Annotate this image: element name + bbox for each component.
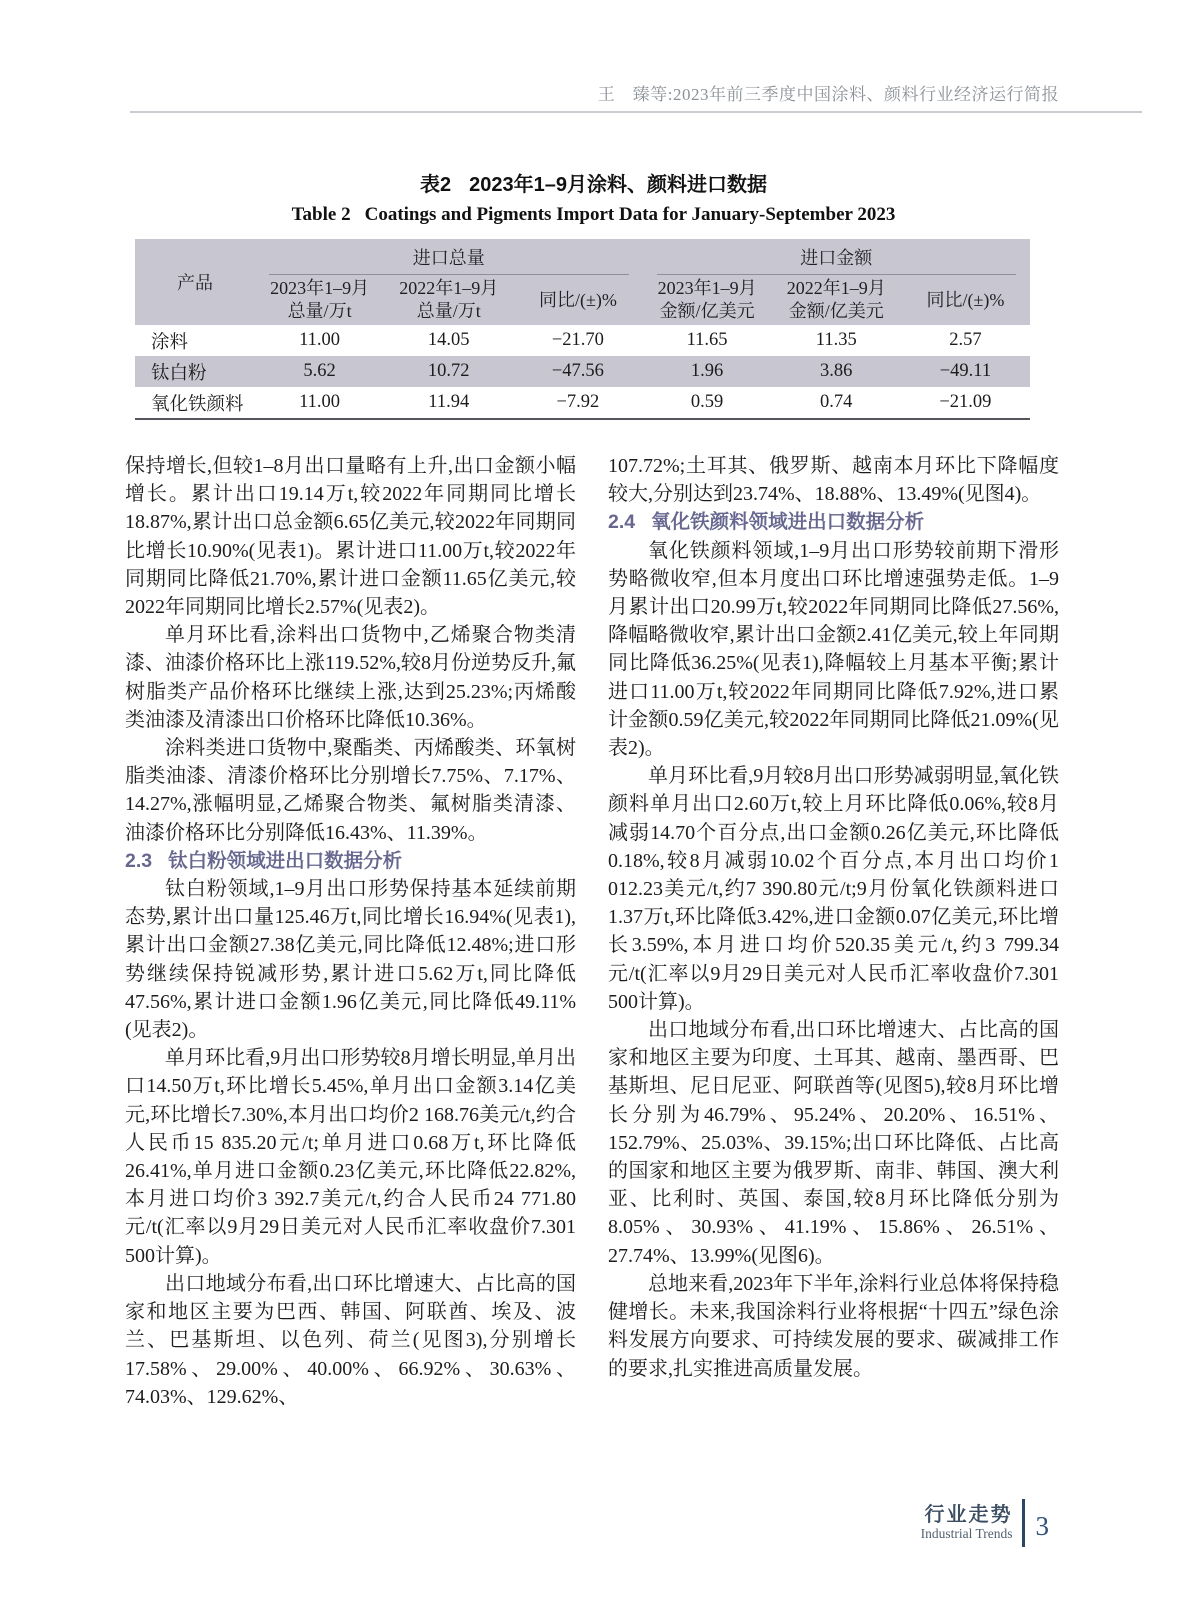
table-caption-en [125, 204, 1062, 226]
cell-value: 10.72 [427, 361, 470, 381]
paragraph: 钛白粉领域,1–9月出口形势保持基本延续前期态势,累计出口量125.46万t,同比增长16.94%(见表1),累计出口金额27.38亿美元,同比降低12.48%;进口形势继续保持锐减形势,累计进口5.62万t,同比降低47.56%,累计进口金额1.96亿美元,同比降低49.11%(见表2)。 [125, 878, 576, 1042]
cell-value: −21.70 [551, 330, 604, 350]
col-header-line: 金额/亿美元 [659, 301, 755, 321]
cell-value: −47.56 [551, 361, 604, 381]
cell-value: 11.00 [299, 392, 341, 412]
paragraph: 涂料类进口货物中,聚酯类、丙烯酸类、环氧树脂类油漆、清漆价格环比分别增长7.75%、7.17%、14.27%,涨幅明显,乙烯聚合物类、氟树脂类清漆、油漆价格环比分别降低16.43%、11.39%。 [125, 737, 576, 844]
col-group-import-value: 进口金额 [657, 239, 1017, 275]
left-column [125, 452, 576, 1411]
section-number: 2.3 [125, 849, 153, 872]
section-number: 2.4 [608, 511, 636, 534]
cell-value: 1.96 [690, 361, 724, 381]
cell-value: 3.86 [820, 361, 853, 381]
page-number: 3 [1035, 1511, 1049, 1541]
col-header-line: 同比/(±)% [926, 289, 1005, 310]
table-header [135, 239, 1030, 325]
table-caption-zh-text: 2023年1–9月涂料、颜料进口数据 [469, 174, 767, 196]
paragraph: 氧化铁颜料领域,1–9月出口形势较前期下滑形势略微收窄,但本月度出口环比增速强势走低。1–9月累计出口20.99万t,较2022年同期同比降低27.56%,降幅略微收窄,累计出口金额2.41亿美元,较上年同期同比降低36.25%(见表1),降幅较上月基本平衡;累计进口11.00万t,较2022年同期同比降低7.92%,进口累计金额0.59亿美元,较2022年同期同比降低21.09%(见表2)。 [608, 539, 1059, 760]
table-section [125, 168, 1062, 420]
cell-value: −7.92 [556, 392, 600, 412]
paragraph: 单月环比看,9月出口形势较8月增长明显,单月出口14.50万t,环比增长5.45%,单月出口金额3.14亿美元,环比增长7.30%,本月出口均价2 168.76美元/t,约合人民币15 835.20元/t;单月进口0.68万t,环比降低26.41%,单月进口金额0.23亿美元,环比降低22.82%,本月进口均价3 392.7美元/t,约合人民币24 771.80元/t(汇率以9月29日美元对人民币汇率收盘价7.301 500计算)。 [125, 1047, 576, 1267]
table-caption-zh [125, 168, 1062, 197]
col-header-line: 2023年1–9月 [657, 278, 757, 298]
running-head: 王 臻等:2023年前三季度中国涂料、颜料行业经济运行简报 [597, 85, 1059, 104]
article-body [125, 452, 1059, 1411]
col-header-2022-volume [384, 275, 513, 325]
cell-value: 0.59 [690, 392, 724, 412]
section-title: 钛白粉领域进出口数据分析 [168, 849, 403, 872]
cell-value: 11.35 [815, 330, 857, 350]
section-title: 氧化铁颜料领域进出口数据分析 [651, 511, 925, 534]
paragraph: 单月环比看,涂料出口货物中,乙烯聚合物类清漆、油漆价格环比上涨119.52%,较8月份逆势反升,氟树脂类产品价格环比继续上涨,达到25.23%;丙烯酸类油漆及清漆出口价格环比降低10.36%。 [125, 624, 576, 731]
cell-value: −21.09 [939, 392, 992, 412]
cell-value: 0.74 [820, 392, 853, 412]
row-product-name: 氧化铁颜料 [151, 394, 244, 415]
col-header-volume-yoy [513, 275, 642, 325]
col-header-line: 2022年1–9月 [399, 278, 499, 298]
table-row [135, 387, 1030, 418]
col-header-2023-value [643, 275, 772, 325]
section-heading-2-3 [125, 847, 576, 875]
page-footer [921, 1496, 1049, 1550]
cell-value: 11.65 [686, 330, 728, 350]
cell-value: 11.94 [428, 392, 470, 412]
cell-value: −49.11 [939, 361, 992, 381]
col-header-value-yoy [901, 275, 1030, 325]
table-caption-zh-label: 表2 [420, 174, 452, 196]
col-header-product: 产品 [177, 273, 213, 293]
section-heading-2-4 [608, 508, 1059, 536]
paragraph: 出口地域分布看,出口环比增速大、占比高的国家和地区主要为巴西、韩国、阿联酋、埃及、波兰、巴基斯坦、以色列、荷兰(见图3),分别增长17.58%、29.00%、40.00%、66.92%、30.63%、74.03%、129.62%、 [125, 1272, 576, 1408]
import-data-table [135, 239, 1030, 420]
paragraph: 单月环比看,9月较8月出口形势减弱明显,氧化铁颜料单月出口2.60万t,较上月环比降低0.06%,较8月减弱14.70个百分点,出口金额0.26亿美元,环比降低0.18%,较8月减弱10.02个百分点,本月出口均价1 012.23美元/t,约7 390.80元/t;9月份氧化铁颜料进口1.37万t,环比降低3.42%,进口金额0.07亿美元,环比增长3.59%,本月进口均价520.35美元/t,约3 799.34元/t(汇率以9月29日美元对人民币汇率收盘价7.301 500计算)。 [608, 765, 1059, 1013]
right-column [608, 452, 1059, 1411]
cell-value: 11.00 [299, 330, 341, 350]
footer-section-zh: 行业走势 [924, 1504, 1013, 1526]
col-group-import-volume: 进口总量 [269, 239, 629, 275]
cell-value: 2.57 [949, 330, 982, 350]
col-header-2023-volume [255, 275, 384, 325]
paragraph: 保持增长,但较1–8月出口量略有上升,出口金额小幅增长。累计出口19.14万t,较2022年同期同比增长18.87%,累计出口总金额6.65亿美元,较2022年同期同比增长10.90%(见表1)。累计进口11.00万t,较2022年同期同比降低21.70%,累计进口金额11.65亿美元,较2022年同期同比增长2.57%(见表2)。 [125, 455, 576, 619]
col-header-line: 2023年1–9月 [270, 278, 370, 298]
col-header-line: 同比/(±)% [538, 289, 617, 310]
row-product-name: 钛白粉 [151, 363, 207, 384]
footer-divider-bar [1022, 1499, 1025, 1547]
table-caption-en-label: Table 2 [291, 204, 351, 225]
header-rule [130, 111, 1142, 113]
table-row [135, 325, 1030, 356]
cell-value: 14.05 [427, 330, 470, 350]
table-row [135, 356, 1030, 387]
col-header-2022-value [772, 275, 901, 325]
paragraph: 出口地域分布看,出口环比增速大、占比高的国家和地区主要为印度、土耳其、越南、墨西哥、巴基斯坦、尼日尼亚、阿联酋等(见图5),较8月环比增长分别为46.79%、95.24%、20.20%、16.51%、152.79%、25.03%、39.15%;出口环比降低、占比高的国家和地区主要为俄罗斯、南非、韩国、澳大利亚、比利时、英国、泰国,较8月环比降低分别为8.05%、30.93%、41.19%、15.86%、26.51%、27.74%、13.99%(见图6)。 [608, 1019, 1059, 1267]
paragraph: 总地来看,2023年下半年,涂料行业总体将保持稳健增长。未来,我国涂料行业将根据“十四五”绿色涂料发展方向要求、可持续发展的要求、碳减排工作的要求,扎实推进高质量发展。 [608, 1272, 1059, 1380]
table-caption-en-text: Coatings and Pigments Import Data for January-September 2023 [364, 204, 896, 225]
col-header-line: 总量/万t [287, 301, 352, 321]
row-product-name: 涂料 [151, 332, 189, 353]
footer-section-label [921, 1504, 1013, 1542]
col-header-line: 2022年1–9月 [786, 278, 886, 298]
paragraph: 107.72%;土耳其、俄罗斯、越南本月环比下降幅度较大,分别达到23.74%、18.88%、13.49%(见图4)。 [608, 455, 1059, 506]
footer-section-en: Industrial Trends [920, 1526, 1013, 1541]
cell-value: 5.62 [303, 361, 336, 381]
col-header-line: 金额/亿美元 [788, 301, 884, 321]
col-header-line: 总量/万t [416, 301, 481, 321]
